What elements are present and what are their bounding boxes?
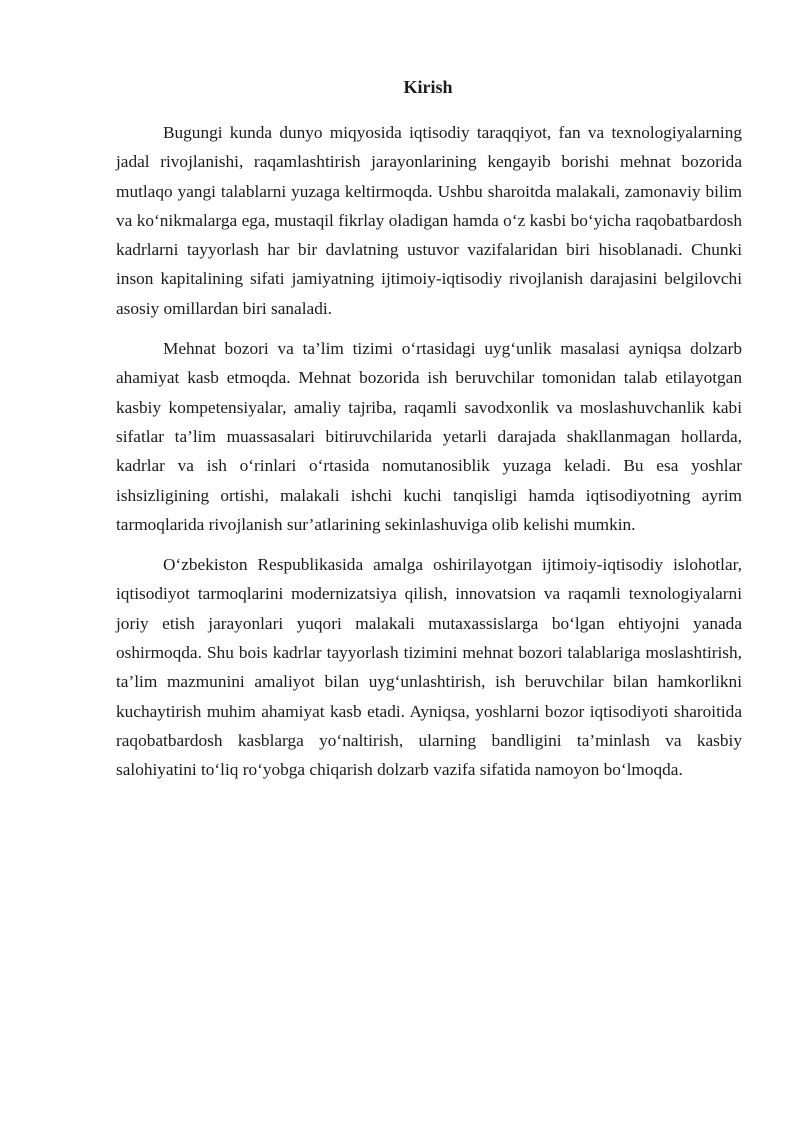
paragraph-2: Mehnat bozori va ta’lim tizimi o‘rtasidagi uyg‘unlik masalasi ayniqsa dolzarb ahamiyat kasb etmoqda. Mehnat bozorida ish beruvchilar tomonidan talab etilayotgan kasbiy kompetensiyalar, amaliy tajriba, raqamli savodxonlik va moslashuvchanlik kabi sifatlar ta’lim muassasalari bitiruvchilarida yetarli darajada shakllanmagan hollarda, kadrlar va ish o‘rinlari o‘rtasida nomutanosiblik yuzaga keladi. Bu esa yoshlar ishsizligining ortishi, malakali ishchi kuchi tanqisligi hamda iqtisodiyotning ayrim tarmoqlarida rivojlanish sur’atlarining sekinlashuviga olib kelishi mumkin.	[116, 339, 742, 534]
section-title: Kirish	[403, 77, 453, 97]
paragraph-1: Bugungi kunda dunyo miqyosida iqtisodiy taraqqiyot, fan va texnologiyalarning jadal rivojlanishi, raqamlashtirish jarayonlarining kengayib borishi mehnat bozorida mutlaqo yangi talablarni yuzaga keltirmoqda. Ushbu sharoitda malakali, zamonaviy bilim va ko‘nikmalarga ega, mustaqil fikrlay oladigan hamda o‘z kasbi bo‘yicha raqobatbardosh kadrlarni tayyorlash har bir davlatning ustuvor vazifalaridan biri hisoblanadi. Chunki inson kapitalining sifati jamiyatning ijtimoiy-iqtisodiy rivojlanish darajasini belgilovchi asosiy omillardan biri sanaladi.	[116, 123, 742, 318]
body-text	[116, 118, 742, 796]
paragraph-3: O‘zbekiston Respublikasida amalga oshirilayotgan ijtimoiy-iqtisodiy islohotlar, iqtisodiyot tarmoqlarini modernizatsiya qilish, innovatsion va raqamli texnologiyalarni joriy etish jarayonlari yuqori malakali mutaxassislarga bo‘lgan ehtiyojni yanada oshirmoqda. Shu bois kadrlar tayyorlash tizimini mehnat bozori talablariga moslashtirish, ta’lim mazmunini amaliyot bilan uyg‘unlashtirish, ish beruvchilar bilan hamkorlikni kuchaytirish muhim ahamiyat kasb etadi. Ayniqsa, yoshlarni bozor iqtisodiyoti sharoitida raqobatbardosh kasblarga yo‘naltirish, ularning bandligini ta’minlash va kasbiy salohiyatini to‘liq ro‘yobga chiqarish dolzarb vazifa sifatida namoyon bo‘lmoqda.	[116, 555, 742, 780]
